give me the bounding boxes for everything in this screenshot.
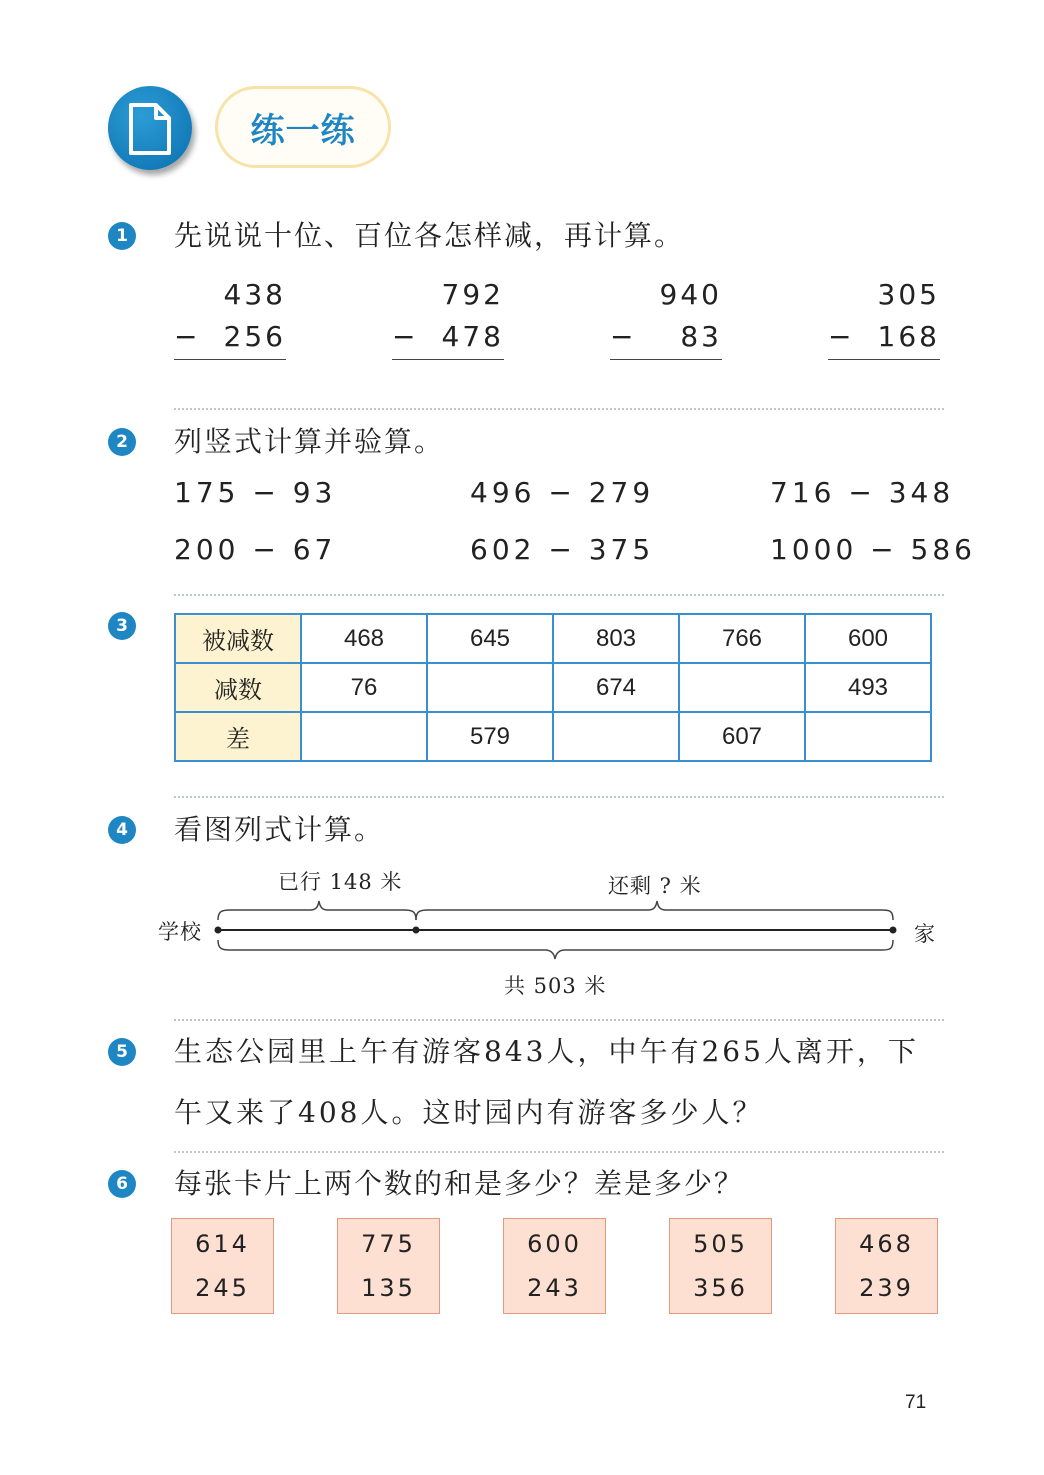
table-cell: 468 [301,614,427,663]
divider [174,796,944,798]
question-4-text: 看图列式计算。 [174,813,385,846]
table-cell [679,663,805,712]
minuend: 305 [877,278,940,311]
home-label: 家 [914,922,936,946]
table-cell: 600 [805,614,931,663]
card-number: 600 [527,1230,582,1258]
table-cell: 76 [301,663,427,712]
question-2-text: 列竖式计算并验算。 [174,425,445,458]
vertical-subtraction-1 [174,275,286,360]
minuend: 792 [441,278,504,311]
total-brace [218,940,893,959]
table-cell: 674 [553,663,679,712]
vertical-subtraction-4 [828,275,940,360]
divider [174,594,944,596]
expression: 496 − 279 [470,476,655,509]
vertical-subtraction-2 [392,275,504,360]
question-number-1: 1 [108,222,136,250]
table-cell: 493 [805,663,931,712]
expression: 716 − 348 [770,476,955,509]
row-header: 差 [175,712,301,761]
expression: 200 − 67 [174,533,337,566]
card-number: 245 [195,1274,250,1302]
table-cell: 766 [679,614,805,663]
subtrahend: 168 [877,320,940,353]
subtraction-table [174,613,932,762]
remaining-brace [416,901,893,920]
number-card [171,1218,274,1314]
table-cell [805,712,931,761]
card-number: 614 [195,1230,250,1258]
distance-diagram [200,895,910,965]
card-number: 356 [693,1274,748,1302]
table-cell [553,712,679,761]
row-header: 被减数 [175,614,301,663]
travelled-label: 已行 148 米 [278,870,403,894]
expression: 175 − 93 [174,476,337,509]
minus-sign: − [392,320,419,353]
document-badge [108,86,192,170]
divider [174,1019,944,1021]
number-card [835,1218,938,1314]
table-cell: 645 [427,614,553,663]
question-1-text: 先说说十位、百位各怎样减，再计算。 [174,219,685,252]
question-6-text: 每张卡片上两个数的和是多少？差是多少？ [174,1167,745,1200]
number-card [337,1218,440,1314]
expression: 602 − 375 [470,533,655,566]
number-card [503,1218,606,1314]
question-number-3: 3 [108,612,136,640]
home-point [890,927,897,934]
question-number-2: 2 [108,428,136,456]
card-number: 239 [859,1274,914,1302]
table-cell [427,663,553,712]
card-number: 505 [693,1230,748,1258]
divider [174,408,944,410]
travelled-brace [218,901,416,920]
question-number-5: 5 [108,1038,136,1066]
table-cell: 803 [553,614,679,663]
vertical-subtraction-3 [610,275,722,360]
question-5-line-1: 生态公园里上午有游客843人，中午有265人离开，下 [174,1035,919,1068]
mid-point [413,927,420,934]
card-number: 243 [527,1274,582,1302]
divider [174,1151,944,1153]
question-number-4: 4 [108,816,136,844]
school-label: 学校 [158,920,202,944]
question-number-6: 6 [108,1170,136,1198]
table-row [175,663,931,712]
card-number: 775 [361,1230,416,1258]
minus-sign: − [174,320,201,353]
table-cell: 579 [427,712,553,761]
page-number: 71 [905,1392,927,1413]
table-cell: 607 [679,712,805,761]
subtrahend: 83 [680,320,722,353]
table-cell [301,712,427,761]
question-5-line-2: 午又来了408人。这时园内有游客多少人？ [174,1096,764,1129]
minuend: 940 [659,278,722,311]
minus-sign: − [610,320,637,353]
minus-sign: − [828,320,855,353]
document-icon [128,102,172,156]
table-row [175,614,931,663]
total-label: 共 503 米 [504,974,607,998]
number-card [669,1218,772,1314]
card-number: 468 [859,1230,914,1258]
remaining-label: 还剩 ? 米 [608,874,702,898]
card-number: 135 [361,1274,416,1302]
section-title: 练一练 [215,86,391,168]
school-point [215,927,222,934]
table-row [175,712,931,761]
expression: 1000 − 586 [770,533,976,566]
subtrahend: 478 [441,320,504,353]
row-header: 减数 [175,663,301,712]
minuend: 438 [223,278,286,311]
subtrahend: 256 [223,320,286,353]
